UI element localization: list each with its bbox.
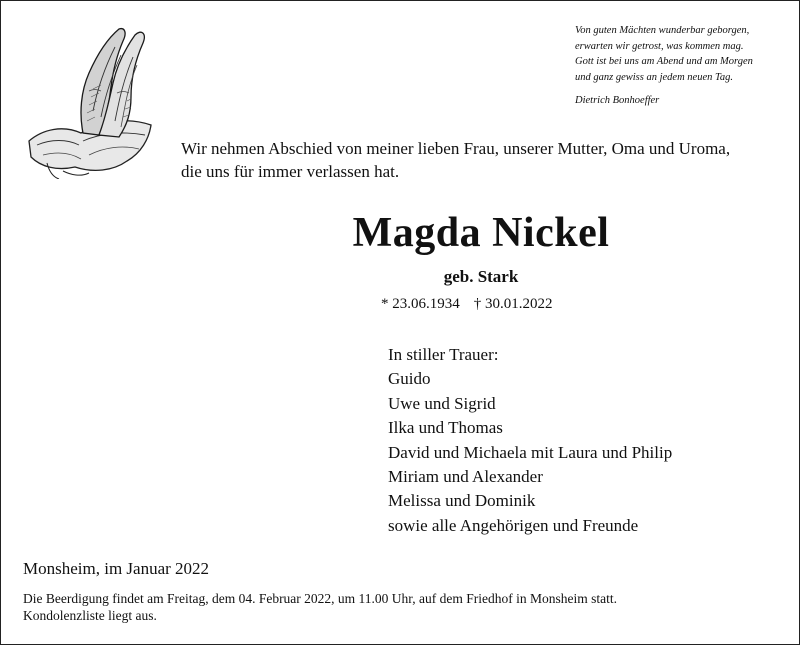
mourner-name: Ilka und Thomas bbox=[388, 418, 503, 438]
quote-line: erwarten wir getrost, was kommen mag. bbox=[575, 40, 744, 52]
mourners-heading: In stiller Trauer: bbox=[388, 345, 499, 364]
death-date: † 30.01.2022 bbox=[473, 296, 553, 312]
birth-date: * 23.06.1934 bbox=[381, 296, 460, 312]
intro-text bbox=[181, 137, 791, 183]
life-dates bbox=[381, 296, 553, 313]
intro-line: Wir nehmen Abschied von meiner lieben Frau, unserer Mutter, Oma und Uroma, bbox=[181, 139, 731, 158]
mourner-name: David und Michaela mit Laura und Philip bbox=[388, 442, 673, 462]
quote-line: und ganz gewiss an jedem neuen Tag. bbox=[575, 71, 733, 83]
deceased-name: Magda Nickel bbox=[352, 210, 610, 256]
mourner-name: Guido bbox=[388, 369, 431, 389]
mourner-name: Melissa und Dominik bbox=[388, 491, 536, 511]
bonhoeffer-quote bbox=[575, 23, 790, 109]
funeral-line: Kondolenzliste liegt aus. bbox=[23, 608, 157, 623]
mourner-name: sowie alle Angehörigen und Freunde bbox=[388, 515, 639, 535]
praying-hands-icon bbox=[23, 21, 158, 179]
quote-line: Gott ist bei uns am Abend und am Morgen bbox=[575, 56, 753, 67]
quote-author: Dietrich Bonhoeffer bbox=[575, 95, 660, 106]
intro-line: die uns für immer verlassen hat. bbox=[181, 162, 400, 181]
birth-name: geb. Stark bbox=[443, 267, 519, 286]
place-date: Monsheim, im Januar 2022 bbox=[23, 559, 210, 578]
mourners-list bbox=[388, 343, 672, 538]
funeral-notice bbox=[23, 590, 783, 624]
funeral-line: Die Beerdigung findet am Freitag, dem 04. Februar 2022, um 11.00 Uhr, auf dem Friedhof in Monsheim statt. bbox=[23, 591, 617, 606]
mourner-name: Miriam und Alexander bbox=[388, 467, 543, 487]
mourner-name: Uwe und Sigrid bbox=[388, 393, 496, 413]
quote-line: Von guten Mächten wunderbar geborgen, bbox=[575, 25, 750, 36]
